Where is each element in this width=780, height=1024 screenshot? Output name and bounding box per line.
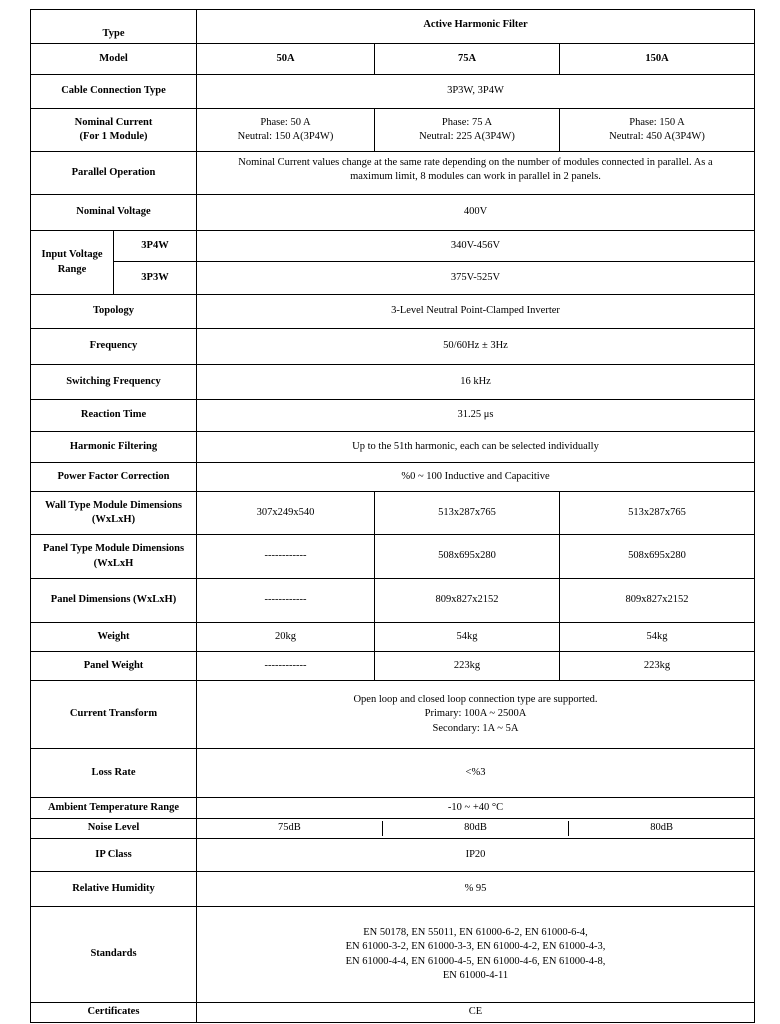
certificates-label: Certificates [31, 1003, 197, 1023]
harmonic-filtering-label: Harmonic Filtering [31, 432, 197, 463]
row-weight [31, 623, 755, 652]
row-nominal-voltage [31, 195, 755, 231]
cable-connection-label: Cable Connection Type [31, 75, 197, 109]
row-panel-module-dimensions [31, 535, 755, 579]
input-voltage-label-line-2: Range [57, 263, 87, 275]
cable-connection-value: 3P3W, 3P4W [197, 75, 755, 109]
spec-table [30, 9, 755, 1023]
input-voltage-label-line-1: Input Voltage [41, 249, 103, 261]
weight-150a: 54kg [560, 623, 755, 652]
row-topology [31, 295, 755, 329]
nominal-current-150a-phase: Phase: 150 A [629, 116, 685, 128]
panel-weight-label: Panel Weight [31, 652, 197, 681]
harmonic-filtering-value: Up to the 51th harmonic, each can be selected individually [197, 432, 755, 463]
current-transform-line-2: Primary: 100A ~ 2500A [424, 708, 527, 720]
row-frequency [31, 329, 755, 365]
ambient-temperature-value: -10 ~ +40 °C [197, 798, 755, 819]
row-input-voltage-3p3w [31, 262, 755, 295]
reaction-time-value: 31.25 μs [197, 400, 755, 432]
standards-line-3: EN 61000-4-4, EN 61000-4-5, EN 61000-4-6, EN 61000-4-8, [345, 955, 606, 967]
loss-rate-label: Loss Rate [31, 749, 197, 798]
noise-level-label: Noise Level [31, 819, 197, 839]
model-150a: 150A [560, 44, 755, 75]
standards-line-1: EN 50178, EN 55011, EN 61000-6-2, EN 61000-6-4, [363, 927, 588, 939]
current-transform-value [197, 681, 755, 749]
type-value: Active Harmonic Filter [197, 10, 755, 44]
panel-dimensions-50a: ------------ [197, 579, 375, 623]
panel-module-dimensions-label-line-2: (WxLxH [93, 557, 134, 569]
row-certificates [31, 1003, 755, 1023]
wall-dimensions-label-line-2: (WxLxH) [91, 514, 136, 525]
row-nominal-current [31, 109, 755, 152]
row-switching-frequency [31, 365, 755, 400]
topology-label: Topology [31, 295, 197, 329]
topology-value: 3-Level Neutral Point-Clamped Inverter [197, 295, 755, 329]
row-relative-humidity [31, 872, 755, 907]
parallel-operation-value [197, 152, 755, 195]
panel-weight-50a: ------------ [197, 652, 375, 681]
panel-module-dimensions-label-line-1: Panel Type Module Dimensions [42, 543, 185, 555]
noise-level-values [197, 819, 755, 839]
input-voltage-3p4w-value: 340V-456V [197, 231, 755, 262]
wall-dimensions-150a: 513x287x765 [560, 492, 755, 535]
nominal-current-label-line-1: Nominal Current [74, 116, 153, 128]
row-current-transform [31, 681, 755, 749]
input-voltage-3p3w-label: 3P3W [114, 262, 197, 295]
relative-humidity-value: % 95 [197, 872, 755, 907]
frequency-value: 50/60Hz ± 3Hz [197, 329, 755, 365]
wall-dimensions-label [31, 492, 197, 535]
row-loss-rate [31, 749, 755, 798]
certificates-value: CE [197, 1003, 755, 1023]
wall-dimensions-50a: 307x249x540 [197, 492, 375, 535]
panel-dimensions-label: Panel Dimensions (WxLxH) [31, 579, 197, 623]
switching-frequency-value: 16 kHz [197, 365, 755, 400]
panel-dimensions-75a: 809x827x2152 [375, 579, 560, 623]
wall-dimensions-label-line-1: Wall Type Module Dimensions [44, 499, 182, 511]
nominal-current-75a-neutral: Neutral: 225 A(3P4W) [419, 131, 515, 142]
noise-level-150a: 80dB [569, 821, 754, 835]
nominal-current-50a-neutral: Neutral: 150 A(3P4W) [237, 131, 334, 142]
wall-dimensions-75a: 513x287x765 [375, 492, 560, 535]
power-factor-value: %0 ~ 100 Inductive and Capacitive [197, 463, 755, 492]
weight-50a: 20kg [197, 623, 375, 652]
row-parallel-operation [31, 152, 755, 195]
loss-rate-value: <%3 [197, 749, 755, 798]
nominal-voltage-label: Nominal Voltage [31, 195, 197, 231]
nominal-current-50a-phase: Phase: 50 A [260, 116, 311, 128]
row-cable-connection [31, 75, 755, 109]
noise-level-50a: 75dB [278, 822, 301, 834]
standards-line-4: EN 61000-4-11 [442, 969, 509, 981]
nominal-current-75a [375, 109, 560, 152]
standards-label: Standards [31, 907, 197, 1003]
parallel-operation-label: Parallel Operation [31, 152, 197, 195]
model-label: Model [31, 44, 197, 75]
power-factor-label: Power Factor Correction [31, 463, 197, 492]
input-voltage-3p3w-value: 375V-525V [197, 262, 755, 295]
row-power-factor [31, 463, 755, 492]
noise-level-inner-table [197, 821, 754, 835]
input-voltage-label [31, 231, 114, 295]
model-50a: 50A [197, 44, 375, 75]
nominal-current-label [31, 109, 197, 152]
nominal-current-150a [560, 109, 755, 152]
model-75a: 75A [375, 44, 560, 75]
nominal-current-50a [197, 109, 375, 152]
type-label: Type [31, 10, 197, 44]
nominal-current-label-line-2: (For 1 Module) [79, 131, 148, 142]
parallel-operation-line-1: Nominal Current values change at the same rate depending on the number of modules connected in parallel. As a [238, 157, 713, 168]
row-reaction-time [31, 400, 755, 432]
ip-class-label: IP Class [31, 839, 197, 872]
relative-humidity-label: Relative Humidity [31, 872, 197, 907]
standards-value [197, 907, 755, 1003]
weight-75a: 54kg [375, 623, 560, 652]
current-transform-line-1: Open loop and closed loop connection type are supported. [353, 694, 598, 706]
panel-dimensions-150a: 809x827x2152 [560, 579, 755, 623]
parallel-operation-line-2: maximum limit, 8 modules can work in parallel in 2 panels. [350, 171, 601, 183]
nominal-current-150a-neutral: Neutral: 450 A(3P4W) [609, 131, 705, 142]
panel-weight-75a: 223kg [375, 652, 560, 681]
panel-module-dimensions-75a: 508x695x280 [375, 535, 560, 579]
row-standards [31, 907, 755, 1003]
row-input-voltage-3p4w [31, 231, 755, 262]
weight-label: Weight [31, 623, 197, 652]
panel-module-dimensions-label [31, 535, 197, 579]
panel-weight-150a: 223kg [560, 652, 755, 681]
switching-frequency-label: Switching Frequency [31, 365, 197, 400]
reaction-time-label: Reaction Time [31, 400, 197, 432]
row-ip-class [31, 839, 755, 872]
row-panel-dimensions [31, 579, 755, 623]
row-ambient-temperature [31, 798, 755, 819]
frequency-label: Frequency [31, 329, 197, 365]
panel-module-dimensions-50a: ------------ [197, 535, 375, 579]
row-panel-weight [31, 652, 755, 681]
current-transform-label: Current Transform [31, 681, 197, 749]
current-transform-line-3: Secondary: 1A ~ 5A [432, 722, 519, 734]
nominal-voltage-value: 400V [197, 195, 755, 231]
noise-level-75a: 80dB [382, 821, 568, 835]
nominal-current-75a-phase: Phase: 75 A [441, 116, 493, 128]
ambient-temperature-label: Ambient Temperature Range [31, 798, 197, 819]
input-voltage-3p4w-label: 3P4W [114, 231, 197, 262]
row-harmonic-filtering [31, 432, 755, 463]
row-type [31, 10, 755, 44]
panel-module-dimensions-150a: 508x695x280 [560, 535, 755, 579]
row-noise-level [31, 819, 755, 839]
standards-line-2: EN 61000-3-2, EN 61000-3-3, EN 61000-4-2, EN 61000-4-3, [345, 941, 606, 953]
row-wall-dimensions [31, 492, 755, 535]
ip-class-value: IP20 [197, 839, 755, 872]
row-model [31, 44, 755, 75]
